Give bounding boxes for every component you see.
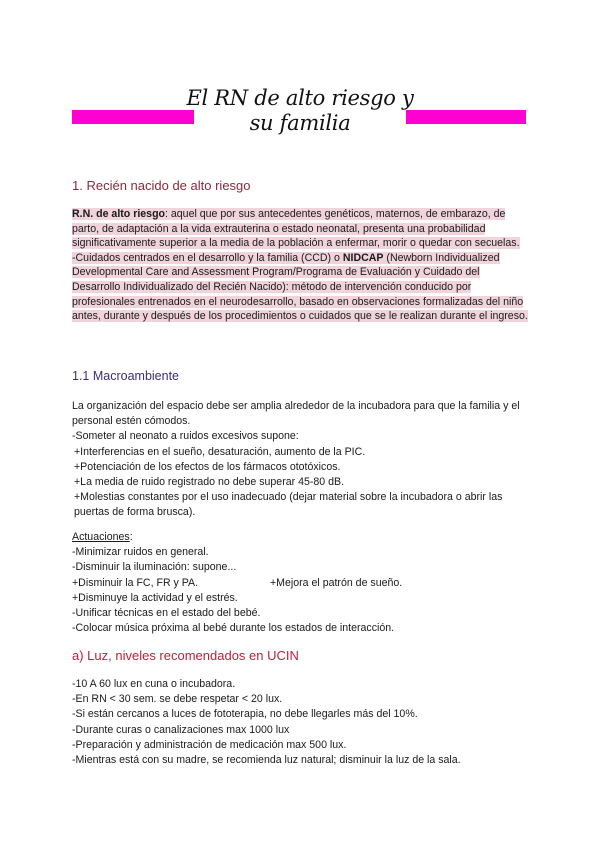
- act-item: -Minimizar ruidos en general.: [72, 546, 209, 559]
- definition-paragraph: [72, 207, 530, 251]
- luz-item: -Si están cercanos a luces de fototerapia, no debe llegarles más del 10%.: [72, 708, 418, 721]
- nidcap-paragraph: [72, 251, 530, 324]
- macroambiente-text: [72, 399, 530, 521]
- section-heading-1: 1. Recién nacido de alto riesgo: [72, 178, 251, 193]
- luz-item: -Mientras está con su madre, se recomienda luz natural; disminuir la luz de la sala.: [72, 754, 461, 767]
- luz-list: [72, 677, 530, 768]
- actuaciones-label-line: [72, 530, 530, 545]
- noise-lead: -Someter al neonato a ruidos excesivos supone:: [72, 430, 299, 443]
- page-title: [176, 86, 424, 136]
- noise-item: +Molestias constantes por el uso inadecuado (dejar material sobre la incubadora o abrir las puertas de forma brusca).: [74, 491, 503, 519]
- act-pair-left: +Disminuir la FC, FR y PA.: [72, 576, 199, 589]
- actuaciones-label: Actuaciones: [72, 531, 130, 543]
- section-heading-a: a) Luz, niveles recomendados en UCIN: [72, 648, 299, 663]
- definition-block: [72, 207, 530, 324]
- luz-item: -10 A 60 lux en cuna o incubadora.: [72, 678, 236, 690]
- actuaciones-block: [72, 530, 530, 636]
- definition-term: R.N. de alto riesgo: [72, 208, 166, 220]
- title-highlight-bar-right: [406, 110, 526, 124]
- title-line-2: su familia: [249, 111, 351, 135]
- luz-item: -En RN < 30 sem. se debe respetar < 20 lux.: [72, 693, 283, 706]
- noise-item: +La media de ruido registrado no debe superar 45-80 dB.: [74, 476, 345, 489]
- definition-text: : aquel que por sus antecedentes genéticos, maternos, de embarazo, de parto, de adaptación a la vida extrauterina o estado neonatal, presenta una probabilidad significativamente superior a la media de la población a enfermar, morir o quedar con secuelas.: [72, 208, 520, 250]
- act-item: -Unificar técnicas en el estado del bebé.: [72, 607, 261, 620]
- act-item: -Disminuir la iluminación: supone...: [72, 561, 237, 574]
- act-pair-right: +Mejora el patrón de sueño.: [270, 576, 403, 589]
- title-line-1: El RN de alto riesgo y: [186, 86, 414, 110]
- noise-item: +Interferencias en el sueño, desaturación, aumento de la PIC.: [74, 445, 366, 458]
- macro-intro: La organización del espacio debe ser amplia alrededor de la incubadora para que la familia y el personal estén cómodos.: [72, 400, 520, 428]
- nidcap-lead: -Cuidados centrados en el desarrollo y la familia (CCD) o: [72, 251, 343, 264]
- act-pair: [72, 576, 530, 591]
- luz-item: -Preparación y administración de medicación max 500 lux.: [72, 738, 347, 751]
- actuaciones-colon: :: [129, 531, 133, 543]
- nidcap-text: (Newborn Individualized Developmental Care and Assessment Program/Programa de Evaluación y Cuidado del Desarrollo Individualizado del Recién Nacido): método de intervención conducido por profesionales entrenados en el neurodesarrollo, basado en observaciones formalizadas del niño antes, durante y después de los procedimientos o cuidados que se le realizan durante el ingreso.: [72, 251, 528, 323]
- noise-item: +Potenciación de los efectos de los fármacos ototóxicos.: [74, 460, 341, 473]
- act-item: +Disminuye la actividad y el estrés.: [72, 591, 238, 604]
- act-item: -Colocar música próxima al bebé durante los estados de interacción.: [72, 622, 395, 635]
- nidcap-term: NIDCAP: [342, 251, 384, 264]
- section-heading-1-1: 1.1 Macroambiente: [72, 369, 180, 383]
- luz-item: -Durante curas o canalizaciones max 1000 lux: [72, 723, 290, 736]
